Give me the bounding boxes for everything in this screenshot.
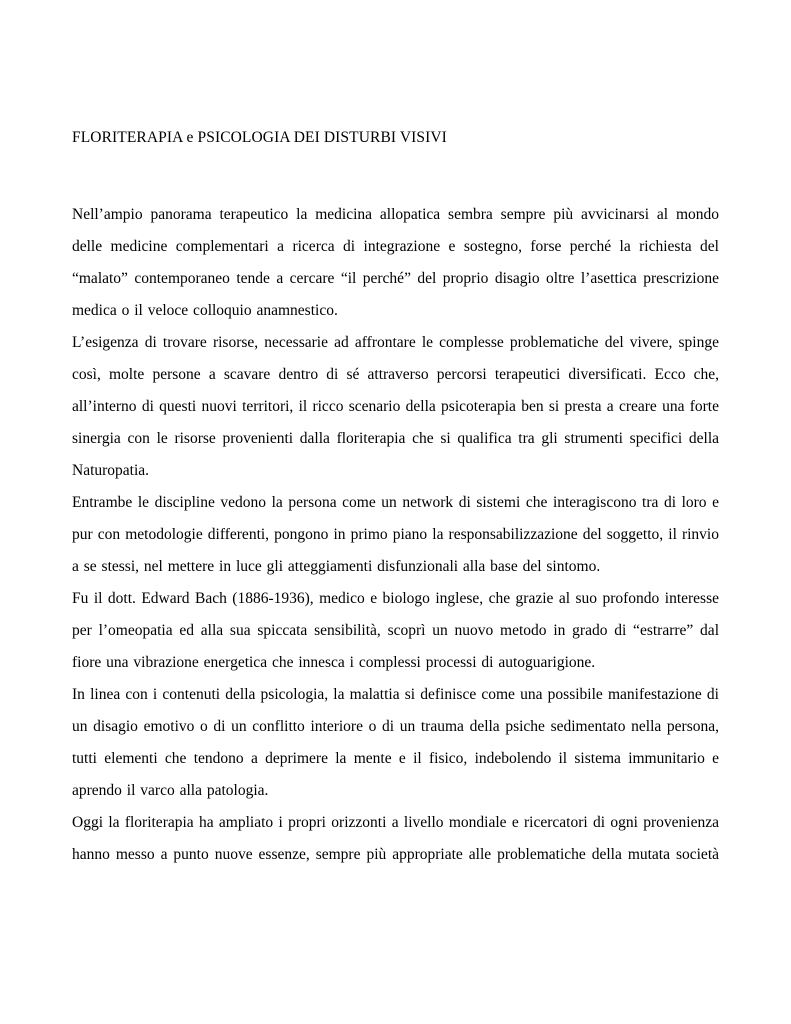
document-title: FLORITERAPIA e PSICOLOGIA DEI DISTURBI VISIVI <box>72 129 447 146</box>
paragraph-1: Nell’ampio panorama terapeutico la medicina allopatica sembra sempre più avvicinarsi al mondo delle medicine complementari a ricerca di integrazione e sostegno, forse perché la richiesta del “malato” contemporaneo tende a cercare “il perché” del proprio disagio oltre l’asettica prescrizione medica o il veloce colloquio anamnestico. <box>72 206 719 319</box>
paragraph-5: In linea con i contenuti della psicologia, la malattia si definisce come una possibile manifestazione di un disagio emotivo o di un conflitto interiore o di un trauma della psiche sedimentato nella persona, tutti elementi che tendono a deprimere la mente e il fisico, indebolendo il sistema immunitario e aprendo il varco alla patologia. <box>72 686 719 799</box>
paragraph-6: Oggi la floriterapia ha ampliato i propri orizzonti a livello mondiale e ricercatori di ogni provenienza hanno messo a punto nuove essenze, sempre più appropriate alle problematiche della mutata società <box>72 814 719 863</box>
paragraph-4: Fu il dott. Edward Bach (1886-1936), medico e biologo inglese, che grazie al suo profondo interesse per l’omeopatia ed alla sua spiccata sensibilità, scoprì un nuovo metodo in grado di “estrarre” dal fiore una vibrazione energetica che innesca i complessi processi di autoguarigione. <box>72 590 719 671</box>
paragraph-2: L’esigenza di trovare risorse, necessarie ad affrontare le complesse problematiche del vivere, spinge così, molte persone a scavare dentro di sé attraverso percorsi terapeutici diversificati. Ecco che, all’interno di questi nuovi territori, il ricco scenario della psicoterapia ben si presta a creare una forte sinergia con le risorse provenienti dalla floriterapia che si qualifica tra gli strumenti specifici della Naturopatia. <box>72 334 719 479</box>
paragraph-3: Entrambe le discipline vedono la persona come un network di sistemi che interagiscono tra di loro e pur con metodologie differenti, pongono in primo piano la responsabilizzazione del soggetto, il rinvio a se stessi, nel mettere in luce gli atteggiamenti disfunzionali alla base del sintomo. <box>72 494 719 575</box>
